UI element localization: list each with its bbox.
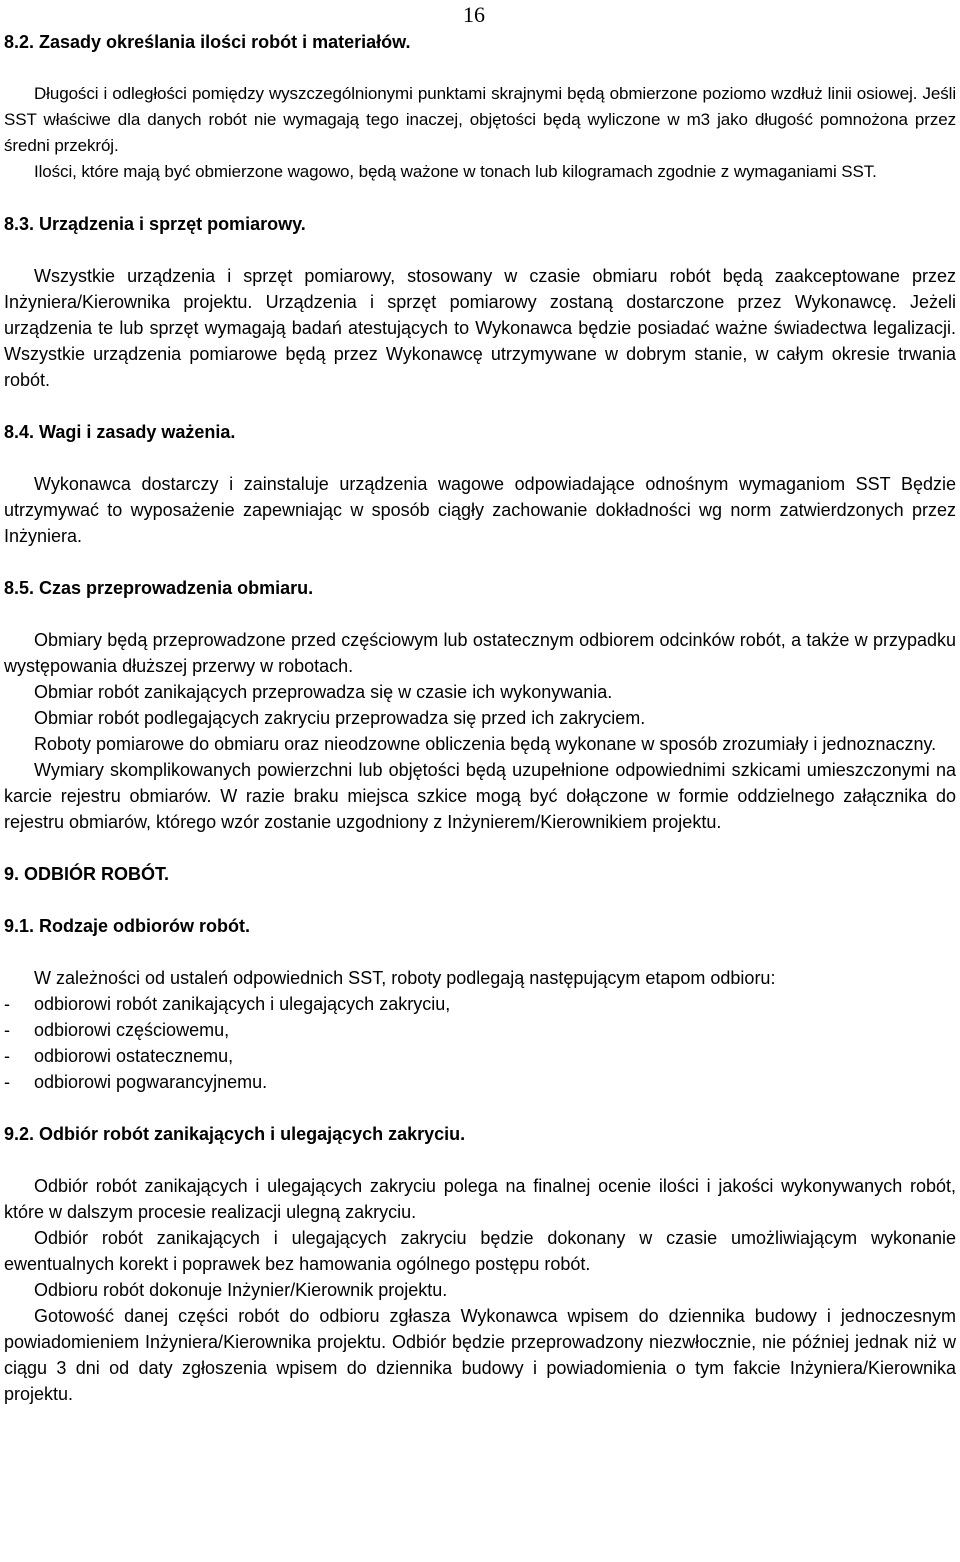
section-8-4 (4, 419, 956, 575)
list-dash: - (4, 1020, 10, 1040)
section-heading: 9.2. Odbiór robót zanikających i ulegających zakryciu. (4, 1124, 466, 1144)
paragraph: W zależności od ustaleń odpowiednich SST, roboty podlegają następującym etapom odbioru: (34, 968, 776, 988)
list-item-text: odbiorowi częściowemu, (34, 1020, 230, 1040)
page-number: 16 (463, 2, 485, 27)
section-8-3 (4, 211, 956, 419)
list-item (4, 1043, 956, 1069)
paragraph: Wymiary skomplikowanych powierzchni lub objętości będą uzupełnione odpowiednimi szkicami umieszczonymi na karcie rejestru obmiarów. W razie braku miejsca szkice mogą być dołączone w formie oddzielnego załącznika do rejestru obmiarów, którego wzór zostanie uzgodniony z Inżynierem/Kierownikiem projektu. (4, 760, 956, 832)
paragraph: Długości i odległości pomiędzy wyszczególnionymi punktami skrajnymi będą obmierzone poziomo wzdłuż linii osiowej. Jeśli SST właściwe dla danych robót nie wymagają tego inaczej, objętości będą wyliczone w m3 jako długość pomnożona przez średni przekrój. (4, 84, 956, 155)
list-item-text: odbiorowi pogwarancyjnemu. (34, 1072, 268, 1092)
section-heading: 9.1. Rodzaje odbiorów robót. (4, 916, 251, 936)
paragraph: Roboty pomiarowe do obmiaru oraz nieodzowne obliczenia będą wykonane w sposób zrozumiały i jednoznaczny. (34, 734, 937, 754)
paragraph: Wszystkie urządzenia i sprzęt pomiarowy, stosowany w czasie obmiaru robót będą zaakceptowane przez Inżyniera/Kierownika projektu. Urządzenia i sprzęt pomiarowy zostaną dostarczone przez Wykonawcę. Jeżeli urządzenia te lub sprzęt wymagają badań atestujących to Wykonawca będzie posiadać ważne świadectwa legalizacji. Wszystkie urządzenia pomiarowe będą przez Wykonawcę utrzymywane w dobrym stanie, w całym okresie trwania robót. (4, 266, 956, 390)
paragraph: Obmiar robót podlegających zakryciu przeprowadza się przed ich zakryciem. (34, 708, 646, 728)
document-body (4, 29, 956, 1407)
paragraph: Odbioru robót dokonuje Inżynier/Kierownik projektu. (34, 1280, 448, 1300)
paragraph: Wykonawca dostarczy i zainstaluje urządzenia wagowe odpowiadające odnośnym wymaganiom SST Będzie utrzymywać to wyposażenie zapewniając w sposób ciągły zachowanie dokładności wg norm zatwierdzonych przez Inżyniera. (4, 474, 956, 546)
section-heading: 8.3. Urządzenia i sprzęt pomiarowy. (4, 214, 306, 234)
chapter-heading: 9. ODBIÓR ROBÓT. (4, 864, 170, 884)
paragraph: Gotowość danej części robót do odbioru zgłasza Wykonawca wpisem do dziennika budowy i jednoczesnym powiadomieniem Inżyniera/Kierownika projektu. Odbiór będzie przeprowadzony niezwłocznie, nie później jednak niż w ciągu 3 dni od daty zgłoszenia wpisem do dziennika budowy i powiadomienia o tym fakcie Inżyniera/Kierownika projektu. (4, 1306, 956, 1404)
list-item (4, 1017, 956, 1043)
section-9 (4, 861, 956, 913)
section-heading: 8.5. Czas przeprowadzenia obmiaru. (4, 578, 314, 598)
list-item (4, 991, 956, 1017)
paragraph: Odbiór robót zanikających i ulegających zakryciu polega na finalnej ocenie ilości i jakości wykonywanych robót, które w dalszym procesie realizacji ulegną zakryciu. (4, 1176, 956, 1222)
paragraph: Ilości, które mają być obmierzone wagowo, będą ważone w tonach lub kilogramach zgodnie z wymaganiami SST. (34, 162, 877, 181)
stages-list (4, 991, 956, 1095)
section-9-1 (4, 913, 956, 1121)
section-heading: 8.4. Wagi i zasady ważenia. (4, 422, 236, 442)
list-item-text: odbiorowi ostatecznemu, (34, 1046, 234, 1066)
paragraph: Obmiar robót zanikających przeprowadza się w czasie ich wykonywania. (34, 682, 613, 702)
list-item (4, 1069, 956, 1095)
list-item-text: odbiorowi robót zanikających i ulegających zakryciu, (34, 994, 451, 1014)
paragraph: Odbiór robót zanikających i ulegających zakryciu będzie dokonany w czasie umożliwiającym wykonanie ewentualnych korekt i poprawek bez hamowania ogólnego postępu robót. (4, 1228, 956, 1274)
list-dash: - (4, 994, 10, 1014)
section-9-2 (4, 1121, 956, 1407)
section-heading: 8.2. Zasady określania ilości robót i materiałów. (4, 32, 411, 52)
paragraph: Obmiary będą przeprowadzone przed częściowym lub ostatecznym odbiorem odcinków robót, a także w przypadku występowania dłuższej przerwy w robotach. (4, 630, 956, 676)
section-8-5 (4, 575, 956, 861)
list-dash: - (4, 1046, 10, 1066)
section-8-2 (4, 29, 956, 211)
list-dash: - (4, 1072, 10, 1092)
